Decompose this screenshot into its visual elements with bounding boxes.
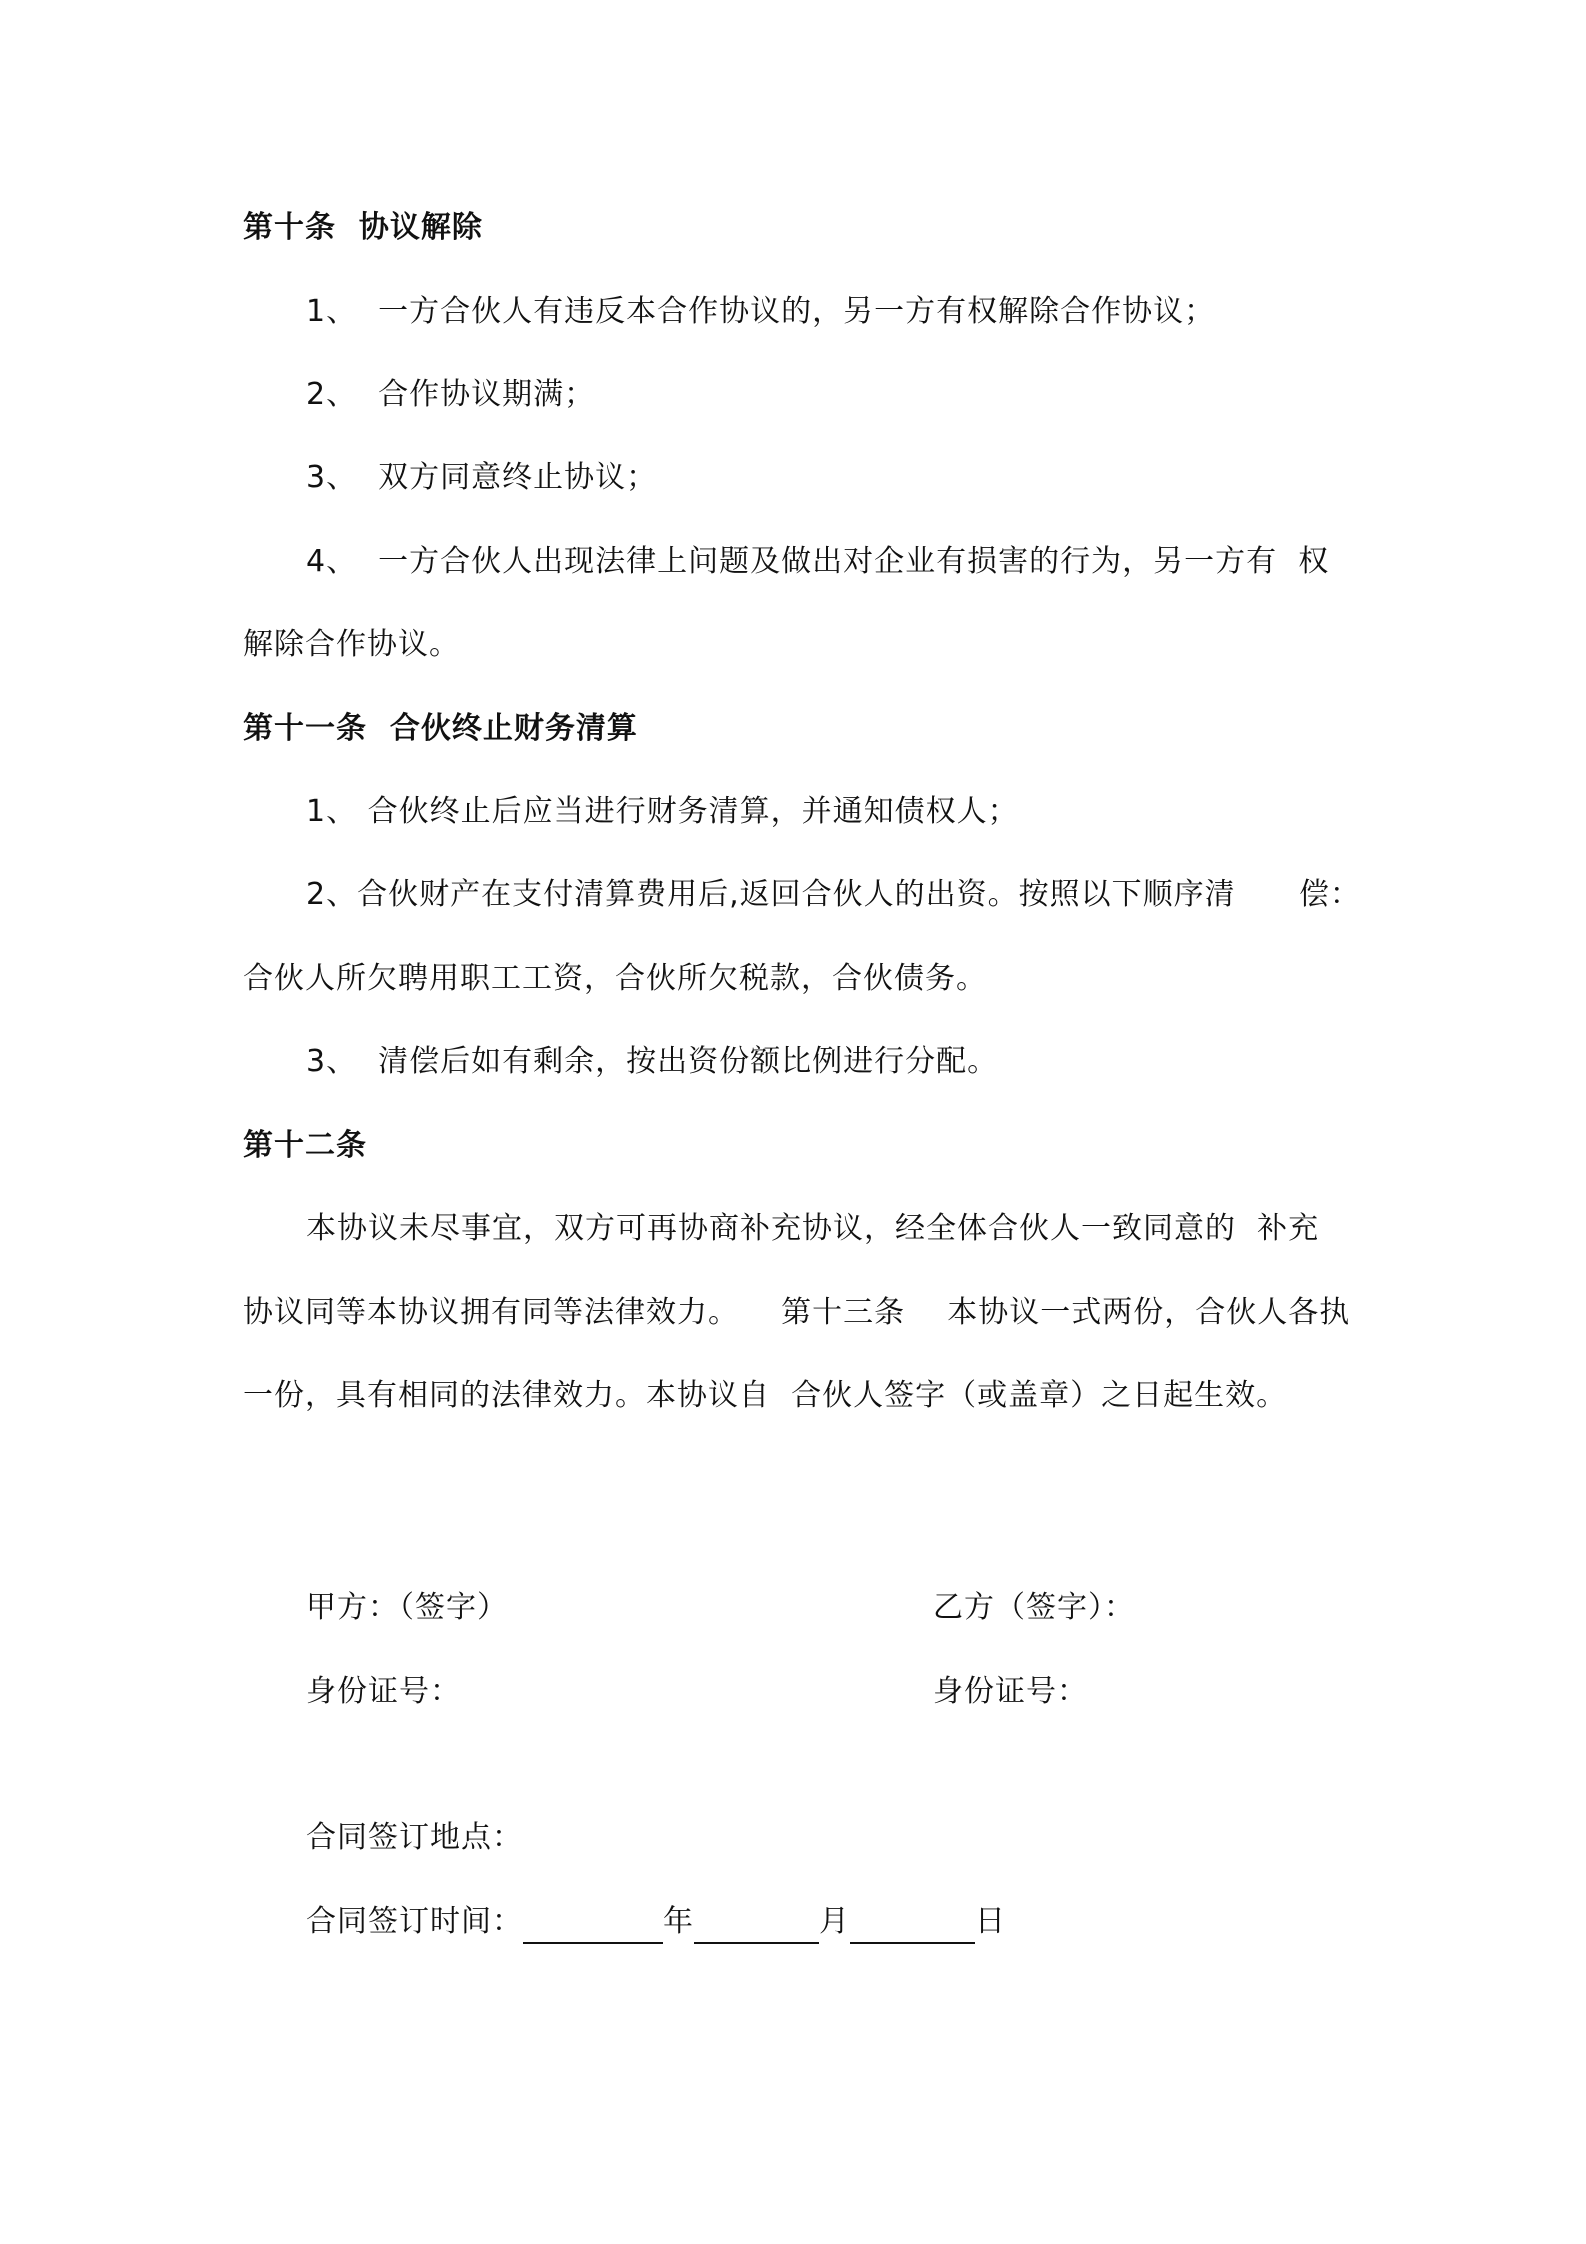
month-blank: [694, 1912, 819, 1944]
year-blank: [523, 1912, 663, 1944]
article-12-paragraph-line-2: 协议同等本协议拥有同等法律效力。 第十三条 本协议一式两份，合伙人各执: [243, 1295, 1351, 1330]
article-12-paragraph-line-1: 本协议未尽事宜，双方可再协商补充协议，经全体合伙人一致同意的 补充: [306, 1211, 1320, 1246]
article-11-item-2-continued: 合伙人所欠聘用职工工资，合伙所欠税款，合伙债务。: [243, 961, 987, 996]
article-12-paragraph-line-3: 一份，具有相同的法律效力。本协议自 合伙人签字（或盖章）之日起生效。: [243, 1378, 1288, 1413]
article-10-item-3: 3、 双方同意终止协议；: [306, 460, 658, 495]
article-10-heading: 第十条 协议解除: [243, 210, 483, 245]
article-11-item-2: 2、合伙财产在支付清算费用后,返回合伙人的出资。按照以下顺序清 偿：: [306, 877, 1361, 912]
article-11-heading: 第十一条 合伙终止财务清算: [243, 711, 638, 746]
party-b-signature-label: 乙方（签字）：: [933, 1590, 1135, 1625]
article-10-item-2: 2、 合作协议期满；: [306, 377, 596, 412]
month-label: 月: [819, 1904, 850, 1939]
party-a-signature-label: 甲方：（签字）: [306, 1590, 508, 1625]
article-10-item-4-continued: 解除合作协议。: [243, 627, 460, 662]
article-12-heading: 第十二条: [243, 1128, 367, 1163]
article-10-item-4: 4、 一方合伙人出现法律上问题及做出对企业有损害的行为，另一方有 权: [306, 544, 1330, 579]
year-label: 年: [663, 1904, 694, 1939]
signing-time-label: 合同签订时间：: [306, 1904, 523, 1939]
day-blank: [850, 1912, 975, 1944]
article-10-item-1: 1、 一方合伙人有违反本合作协议的，另一方有权解除合作协议；: [306, 294, 1216, 329]
party-a-id-label: 身份证号：: [306, 1674, 461, 1709]
article-11-item-1: 1、 合伙终止后应当进行财务清算，并通知债权人；: [306, 794, 1019, 829]
day-label: 日: [975, 1904, 1006, 1939]
party-b-id-label: 身份证号：: [933, 1674, 1088, 1709]
article-11-item-3: 3、 清偿后如有剩余，按出资份额比例进行分配。: [306, 1044, 999, 1079]
signing-place-label: 合同签订地点：: [306, 1820, 523, 1855]
signing-time-row: [306, 1900, 1006, 1944]
